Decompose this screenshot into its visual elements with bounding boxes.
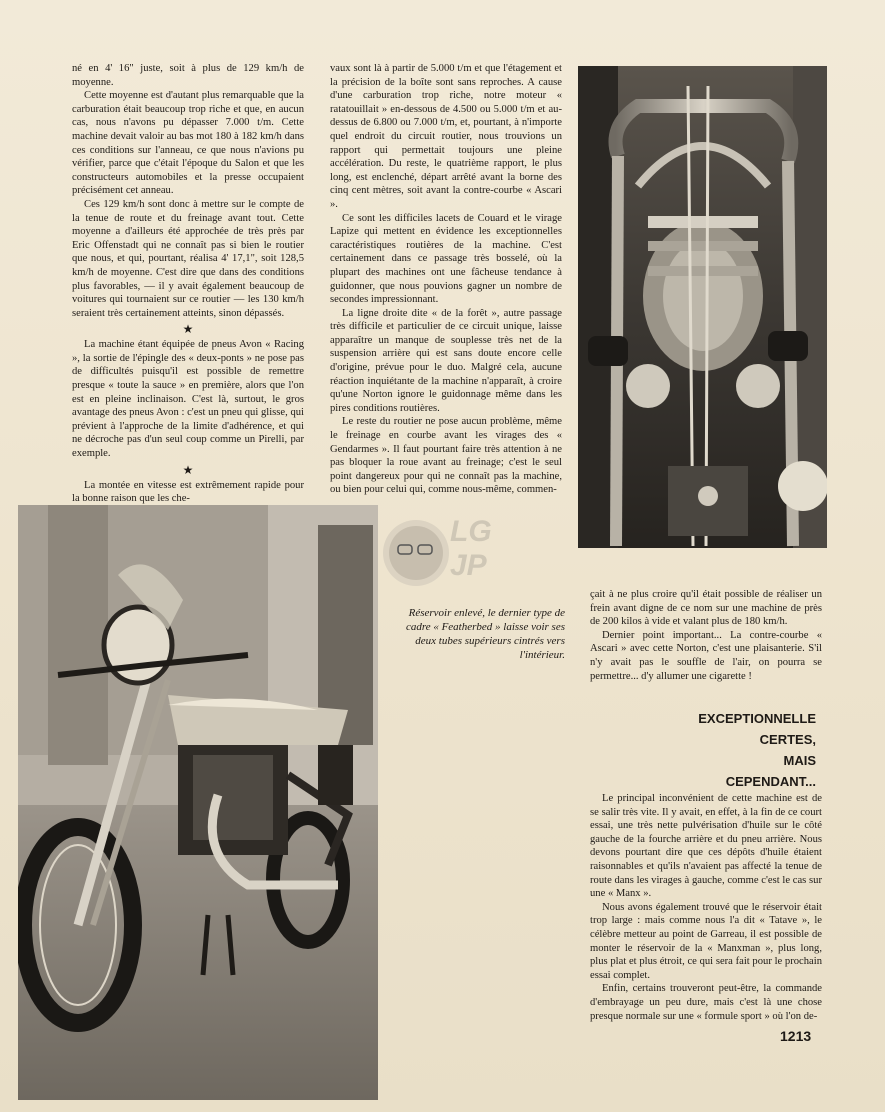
section-headline <box>660 708 816 792</box>
engine-frame-photo <box>578 66 827 548</box>
star-separator-icon: ★ <box>182 322 194 337</box>
star-separator-icon: ★ <box>182 462 194 477</box>
article-column-2 <box>330 62 562 497</box>
article-column-3 <box>590 588 822 683</box>
article-column-1 <box>72 62 304 506</box>
paragraph: La ligne droite dite « de la forêt », autre passage très difficile et particulier de ce circuit unique, laisse apparaître un manque de souplesse très net de la suspension arrière qui est sans doute encore celle d'origine, prévue pour le duo. Malgré cela, aucune réaction inquiétante de la machine n'apparaît, à croire qu'une Norton ignore le guidonnage même dans les pires conditions routières. <box>330 307 562 414</box>
article-column-4 <box>590 792 822 1023</box>
engine-frame-illustration <box>578 66 827 548</box>
page-number: 1213 <box>780 1028 812 1044</box>
headline-line: MAIS <box>783 753 816 768</box>
paragraph: Enfin, certains trouveront peut-être, la commande d'embrayage un peu dure, mais c'est là une chose presque normale sur une « formule sport » où l'on de- <box>590 983 822 1022</box>
paragraph: Ces 129 km/h sont donc à mettre sur le compte de la tenue de route et du freinage avant tout. Cette moyenne a d'ailleurs été approchée de très près par Eric Offenstadt qui ne connaît pas si bien le routier que nous, et qui, pourtant, réalisa 4' 17,1", soit 128,5 km/h de moyenne. C'est dire que dans des conditions plus favorables, — il y avait également beaucoup de voitures qui tournaient sur ce routier — les 130 km/h seraient très certainement atteints, sinon dépassés. <box>72 198 304 319</box>
paragraph: Le principal inconvénient de cette machine est de se salir très vite. Il y avait, en effet, à la fin de ce court essai, une très nette pulvérisation d'huile sur le côté gauche de la fourche arrière et du pneu arrière. Nous devons pourtant dire que ces dépôts d'huile étaient raisonnables et qu'ils n'avaient pas affecté la tenue de route dans les virages à gauche, comme c'est le cas sur une « Manx ». <box>590 793 822 900</box>
motorcycle-illustration <box>18 505 378 1100</box>
headline-line: EXCEPTIONNELLE <box>698 711 816 726</box>
paragraph: çait à ne plus croire qu'il était possible de réaliser un frein avant digne de ce nom sur une machine de près de 200 kilos à vide et valant plus de 180 km/h. <box>590 589 822 628</box>
photo-caption: Réservoir enlevé, le dernier type de cadre « Featherbed » laisse voir ses deux tubes supérieurs cintrés vers l'intérieur. <box>405 607 565 661</box>
paragraph: né en 4' 16" juste, soit à plus de 129 km/h de moyenne. <box>72 63 304 88</box>
headline-line: CEPENDANT... <box>725 774 816 789</box>
paragraph: Ce sont les difficiles lacets de Couard et le virage Lapize qui mettent en évidence les exceptionnelles caractéristiques routières de la machine. C'est certainement dans ce passage très bosselé, où la plupart des machines ont une fâcheuse tendance à guidonner, que nous pouvions gagner un nombre de secondes impressionnant. <box>330 212 562 306</box>
paragraph: Nous avons également trouvé que le réservoir était trop large : mais comme nous l'a dit « Tatave », le célèbre metteur au point de Garreau, il est possible de monter le réservoir de la « Manxman », plus long, plus plat et plus étroit, ce qui sera fait pour le prochain essai complet. <box>590 901 822 981</box>
lgjp-watermark-logo <box>378 505 508 605</box>
paragraph: La machine étant équipée de pneus Avon « Racing », la sortie de l'épingle des « deux-ponts » ne pose pas de difficultés puisqu'il est possible de remettre presque « toute la sauce » en première, alors que l'on est en pleine inclinaison. C'est là, surtout, le gros avantage des pneus Avon : c'est un pneu qui glisse, qui prévient à l'approche de la limite d'adhérence, et qui ne décroche pas d'un seul coup comme un Pirelli, par exemple. <box>72 339 304 460</box>
headline-line: CERTES, <box>759 732 816 747</box>
paragraph: Cette moyenne est d'autant plus remarquable que la carburation était beaucoup trop riche et que, en aucun cas, nous n'avons pu dépasser 7.000 t/m. Cette machine devait valoir au bas mot 180 à 182 km/h dans ces conditions sur l'anneau, ce que nous n'avions pu vérifier, parce que c'était l'époque du Salon et que les constructeurs automobiles et la presse occupaient précisément cet anneau. <box>72 90 304 197</box>
watermark-text-lg: LG <box>450 515 492 548</box>
paragraph: Dernier point important... La contre-courbe « Ascari » avec cette Norton, c'est une plaisanterie. S'il n'y avait pas le souffle de l'air, on pourra se permettre... d'y allumer une cigarette ! <box>590 629 822 682</box>
watermark-text-jp: JP <box>450 549 487 582</box>
watermark-initials <box>450 515 492 583</box>
paragraph: Le reste du routier ne pose aucun problème, même le freinage en courbe avant les virages des « Gendarmes ». Il faut pourtant faire très attention à ne pas bloquer la roue avant au freinage; c'est le seul point dangereux pour qui ne connaît pas la machine, ou bien pour celui qui, comme nous-même, commen- <box>330 416 562 496</box>
motorcycle-photo <box>18 505 378 1100</box>
paragraph: La montée en vitesse est extrêmement rapide pour la bonne raison que les che- <box>72 479 304 505</box>
paragraph: vaux sont là à partir de 5.000 t/m et que l'étagement et la précision de la boîte sont sans reproches. A cause d'une carburation trop riche, notre moteur « ratatouillait » en-dessous de 4.500 ou 5.000 t/m et au-dessus de 6.800 ou 7.000 t/m, et, pourtant, à n'importe quel endroit du circuit routier, nous trouvions un rapport qui permettait toujours une pleine accélération. Du reste, le quatrième rapport, le plus long, est enclenché, départ arrêté avant la borne des cinq cent mètres, soit avant la contre-courbe « Ascari ». <box>330 63 562 210</box>
